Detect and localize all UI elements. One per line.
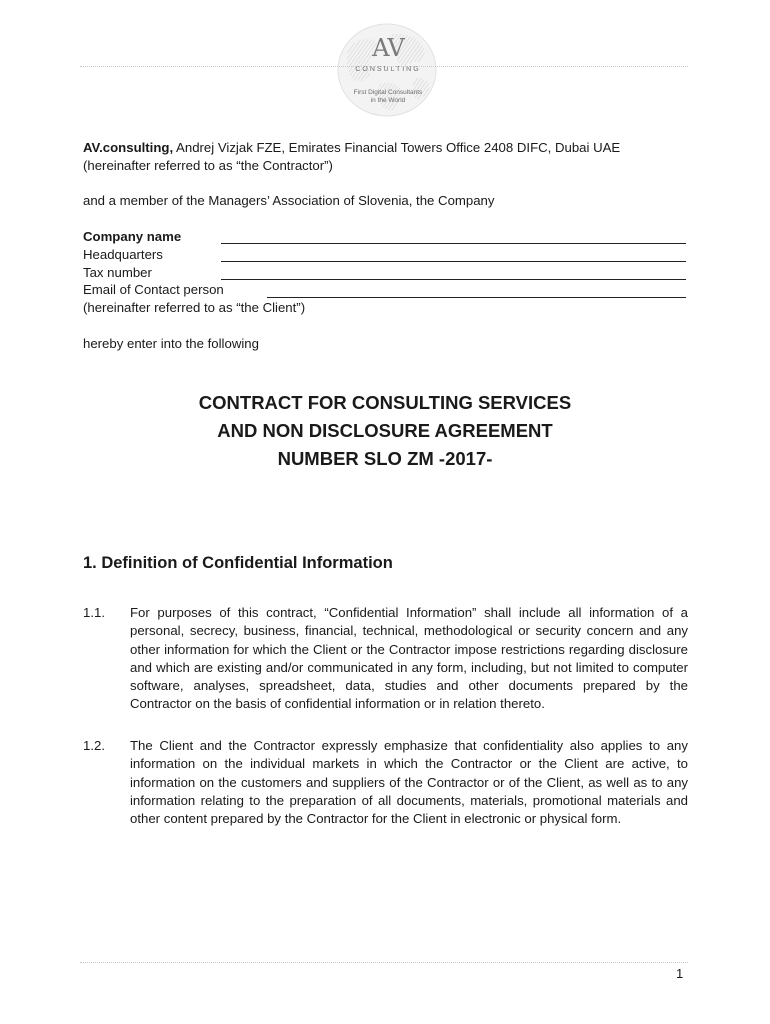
- clause-number: 1.1.: [83, 605, 105, 620]
- company-name-field[interactable]: [221, 243, 686, 244]
- contract-title-line-1: CONTRACT FOR CONSULTING SERVICES: [198, 392, 572, 413]
- headquarters-field[interactable]: [221, 261, 686, 262]
- logo-brand: CONSULTING: [355, 66, 421, 73]
- logo-wordmark: AV: [372, 34, 404, 62]
- logo-tagline-2: in the World: [370, 97, 406, 104]
- contractor-line: [83, 139, 620, 157]
- page-number: 1: [676, 966, 684, 981]
- contractor-address: Andrej Vizjak FZE, Emirates Financial Towers Office 2408 DIFC, Dubai UAE: [173, 140, 621, 155]
- email-contact-field[interactable]: [267, 297, 686, 298]
- footer-divider: [80, 962, 688, 963]
- tax-number-field[interactable]: [221, 279, 686, 280]
- email-contact-label: Email of Contact person: [83, 282, 224, 297]
- company-logo: [332, 18, 444, 122]
- tax-number-label: Tax number: [83, 265, 152, 280]
- member-line: and a member of the Managers’ Association of Slovenia, the Company: [83, 193, 495, 208]
- contractor-reference: (hereinafter referred to as “the Contractor”): [83, 158, 333, 173]
- contract-title-line-2: AND NON DISCLOSURE AGREEMENT: [217, 420, 553, 441]
- headquarters-label: Headquarters: [83, 247, 163, 262]
- enter-into-line: hereby enter into the following: [83, 336, 259, 351]
- section-heading: 1. Definition of Confidential Information: [83, 554, 393, 572]
- contract-number: NUMBER SLO ZM -2017-: [277, 448, 493, 469]
- clause-text: The Client and the Contractor expressly emphasize that confidentiality also applies to any information on the individual markets in which the Contractor or the Client are active, to information on the customers and suppliers of the Contractor or of the Client, as well as to any information relating to the preparation of all documents, materials, promotional materials and other content prepared by the Contractor for the Client in electronic or physical form.: [130, 738, 688, 827]
- clause-text: For purposes of this contract, “Confidential Information” shall include all information of a personal, secrecy, business, financial, technical, methodological or security concern and any other information for which the Client or the Contractor impose restrictions regarding disclosure and which are existing and/or communicated in any form, including, but not limited to computer software, analyses, spreadsheet, data, studies and other documents prepared by the Contractor on the basis of confidential information or in relation thereto.: [130, 605, 688, 712]
- clause-number: 1.2.: [83, 738, 105, 753]
- contractor-name: AV.consulting,: [83, 140, 174, 155]
- company-name-label: Company name: [83, 229, 182, 244]
- logo-tagline-1: First Digital Consultants: [353, 89, 423, 96]
- client-reference: (hereinafter referred to as “the Client”): [83, 300, 306, 315]
- header-divider: [80, 66, 688, 67]
